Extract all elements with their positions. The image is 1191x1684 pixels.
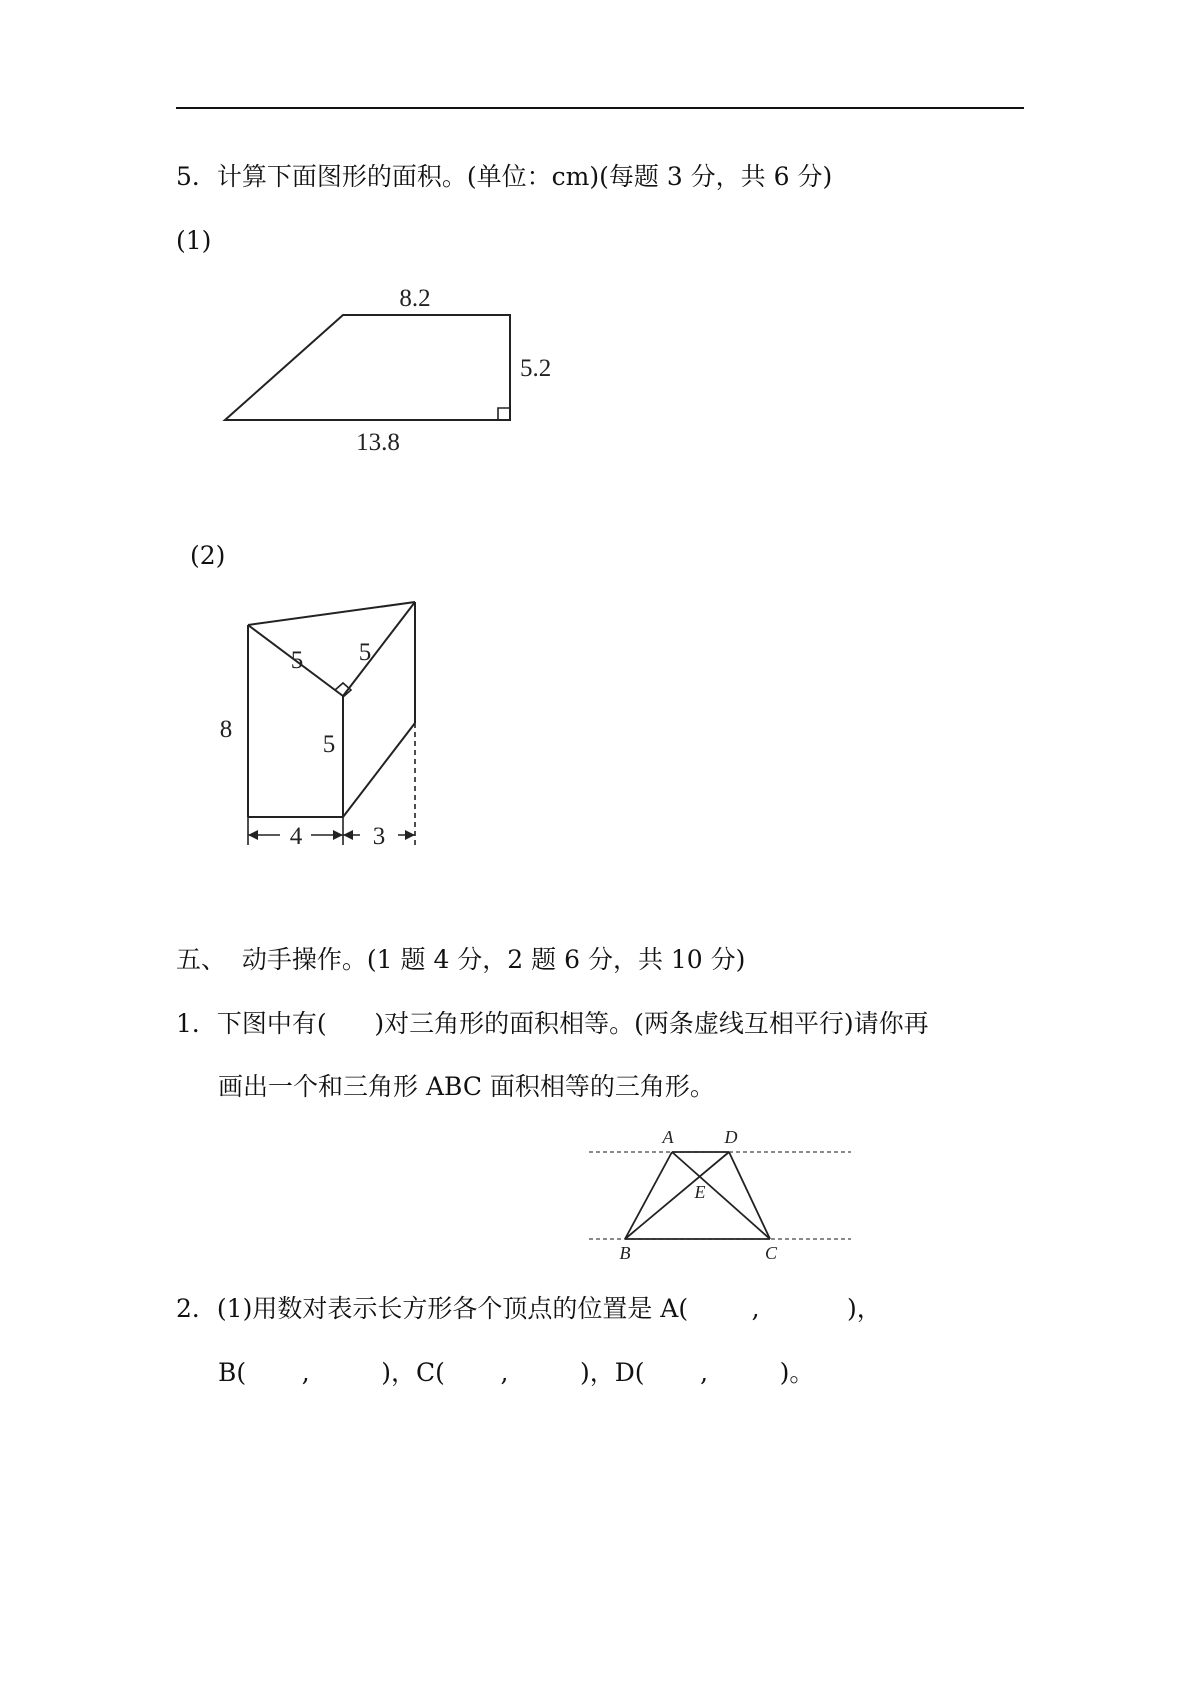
point-c-label: C [764, 1243, 778, 1263]
shape-left-height-label: 8 [219, 716, 233, 743]
trapezoid-bottom-label: 13.8 [356, 429, 400, 456]
q2-line2: B( , )，C( , )，D( , )。 [218, 1358, 815, 1387]
q5-heading: 5．计算下面图形的面积。(单位：cm)(每题 3 分，共 6 分) [176, 162, 833, 191]
trapezoid-figure [200, 275, 580, 460]
section5-heading: 五、 动手操作。(1 题 4 分，2 题 6 分，共 10 分) [176, 945, 746, 974]
shape-base-right-label: 3 [372, 823, 386, 850]
point-a-label: A [662, 1127, 674, 1147]
q1-line1: 1．下图中有( )对三角形的面积相等。(两条虚线互相平行)请你再 [176, 1009, 929, 1038]
q2-line1: 2．(1)用数对表示长方形各个顶点的位置是 A( , )， [176, 1294, 882, 1323]
shape-diagonal-right-label: 5 [358, 639, 372, 666]
trapezoid-top-label: 8.2 [399, 285, 431, 312]
composite-shape-figure [210, 590, 430, 850]
shape-diagonal-left-label: 5 [290, 647, 304, 674]
trapezoid-height-label: 5.2 [520, 355, 552, 382]
point-e-label: E [694, 1182, 706, 1202]
q5-part2-label: (2) [190, 541, 226, 570]
q5-part1-label: (1) [176, 226, 212, 255]
point-b-label: B [619, 1243, 631, 1263]
shape-middle-height-label: 5 [322, 731, 336, 758]
q1-line2: 画出一个和三角形 ABC 面积相等的三角形。 [218, 1072, 715, 1101]
header-rule [176, 107, 1024, 109]
shape-base-left-label: 4 [289, 823, 303, 850]
parallel-triangles-figure [585, 1125, 855, 1265]
point-d-label: D [724, 1127, 738, 1147]
